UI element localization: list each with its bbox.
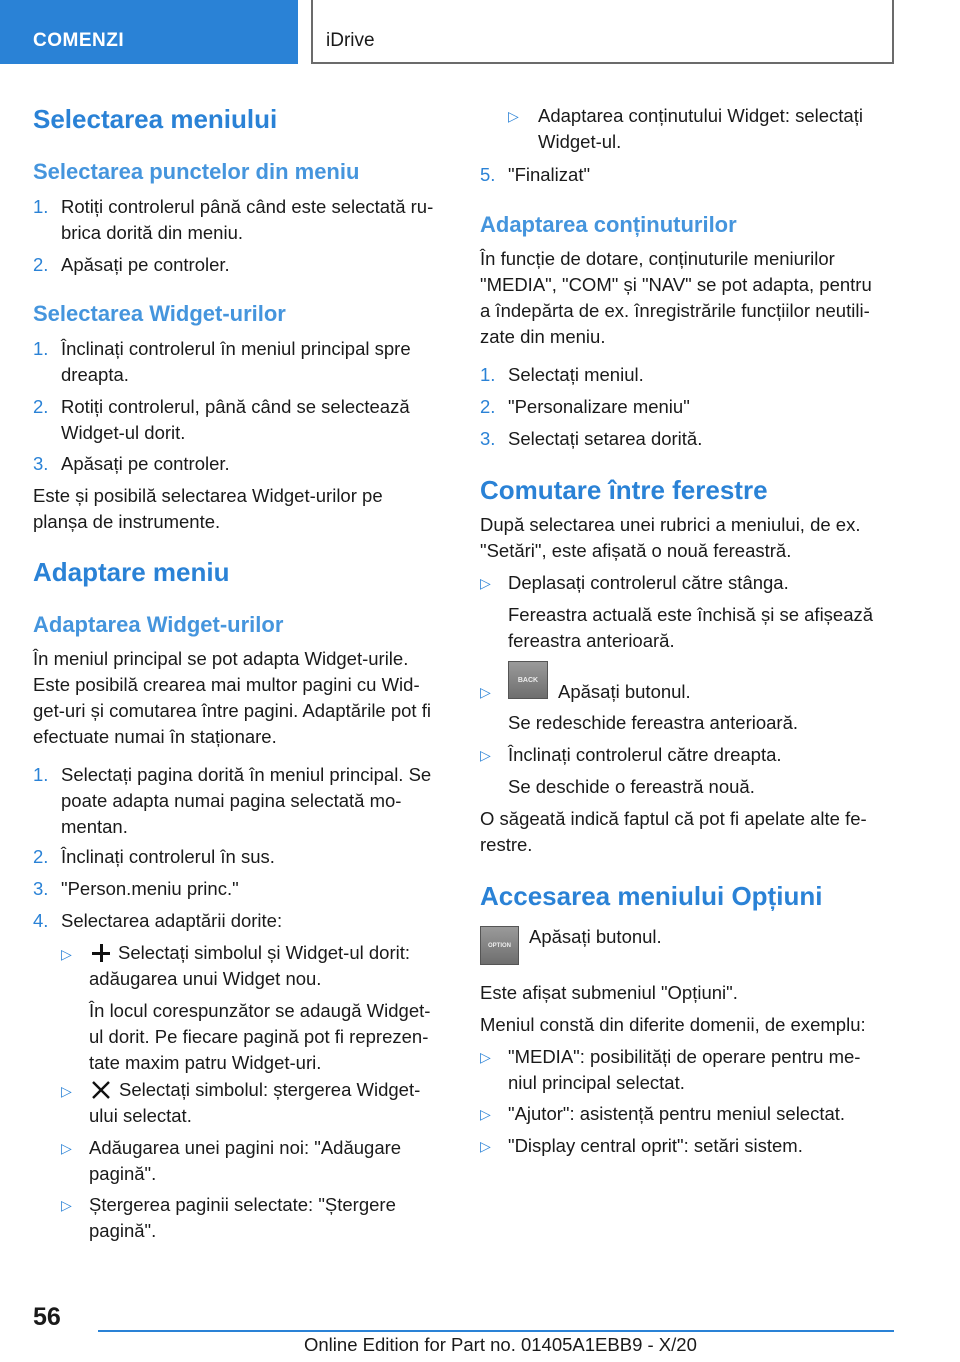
footer-edition: Online Edition for Part no. 01405A1EBB9 - X/20 — [304, 1334, 697, 1355]
step-number: 1. — [33, 196, 49, 217]
step-text: Apăsați pe controler. — [61, 254, 230, 275]
step-number: 2. — [33, 396, 49, 417]
heading-select-menu: Selectarea meniului — [33, 104, 278, 134]
bullet-triangle-icon: ▷ — [61, 1140, 72, 1156]
bullet-triangle-icon: ▷ — [480, 747, 491, 763]
step-number: 5. — [480, 164, 496, 185]
step-number: 2. — [33, 254, 49, 275]
paragraph-option-press: Apăsați butonul. — [529, 926, 662, 947]
step-text: Rotiți controlerul, până când se selectează Widget-ul dorit. — [61, 396, 410, 443]
step-text: Apăsați pe controler. — [61, 453, 230, 474]
step-number: 3. — [480, 428, 496, 449]
header-section-tab — [0, 0, 298, 64]
heading-select-items: Selectarea punctelor din meniu — [33, 159, 360, 184]
heading-adapt-widgets: Adaptarea Widget-urilor — [33, 612, 284, 637]
bullet-detail: Se deschide o fereastră nouă. — [508, 776, 755, 797]
heading-adapt-contents: Adaptarea conținuturilor — [480, 212, 737, 237]
step-text: "Personalizare meniu" — [508, 396, 690, 417]
bullet-triangle-icon: ▷ — [61, 1197, 72, 1213]
bullet-triangle-icon: ▷ — [480, 1049, 491, 1065]
paragraph-arrow: O săgeată indică faptul că pot fi apelate alte fe‐ restre. — [480, 808, 867, 855]
step-text: "Finalizat" — [508, 164, 591, 185]
close-icon — [91, 1080, 111, 1100]
heading-adapt-menu: Adaptare meniu — [33, 557, 230, 587]
bullet-triangle-icon: ▷ — [61, 1083, 72, 1099]
bullet-triangle-icon: ▷ — [480, 1138, 491, 1154]
bullet-triangle-icon: ▷ — [61, 946, 72, 962]
bullet-text: "MEDIA": posibilități de operare pentru me‐ niul principal selectat. — [508, 1046, 861, 1093]
step-number: 1. — [480, 364, 496, 385]
bullet-text: Deplasați controlerul către stânga. — [508, 572, 789, 593]
bullet-text: Adaptarea conținutului Widget: selectați Widget-ul. — [538, 105, 863, 152]
step-number: 4. — [33, 910, 49, 931]
header-chapter-label: iDrive — [326, 30, 375, 51]
bullet-triangle-icon: ▷ — [480, 684, 491, 700]
bullet-text: Înclinați controlerul către dreapta. — [508, 744, 782, 765]
paragraph-widgets-panel: Este și posibilă selectarea Widget-urilor pe planșa de instrumente. — [33, 485, 383, 532]
step-number: 3. — [33, 878, 49, 899]
heading-options-menu: Accesarea meniului Opțiuni — [480, 881, 823, 911]
paragraph-adapt-intro: În meniul principal se pot adapta Widget-urile. Este posibilă crearea mai multor pagini cu Wid‐ get-uri și comutarea între pagini. Adaptările pot fi efectuate numai în staționare. — [33, 648, 431, 747]
step-text: "Person.meniu princ." — [61, 878, 239, 899]
bullet-text: "Ajutor": asistență pentru meniul selectat. — [508, 1103, 846, 1124]
bullet-triangle-icon: ▷ — [480, 575, 491, 591]
bullet-text: Selectați simbolul: ștergerea Widget- — [119, 1079, 421, 1100]
header-chapter-tab — [311, 0, 894, 64]
step-number: 1. — [33, 338, 49, 359]
bullet-text: Adăugarea unei pagini noi: "Adăugare pagină". — [89, 1137, 402, 1184]
step-text: Selectați pagina dorită în meniul principal. Se poate adapta numai pagina selectată mo‐ mentan. — [61, 764, 432, 837]
step-text: Înclinați controlerul în sus. — [61, 846, 275, 867]
back-button-image: BACK — [508, 661, 548, 699]
bullet-triangle-icon: ▷ — [508, 108, 519, 124]
step-number: 2. — [33, 846, 49, 867]
bullet-text: adăugarea unui Widget nou. — [89, 968, 322, 989]
paragraph-option-domains: Meniul constă din diferite domenii, de exemplu: — [480, 1014, 866, 1035]
paragraph-switch: După selectarea unei rubrici a meniului, de ex. "Setări", este afișată o nouă fereastră. — [480, 514, 861, 561]
bullet-detail: În locul corespunzător se adaugă Widget- ul dorit. Pe fiecare pagină pot fi reprezen‐ tate maxim patru Widget-uri. — [89, 1000, 431, 1073]
bullet-text: "Display central oprit": setări sistem. — [508, 1135, 803, 1156]
step-text: Rotiți controlerul până când este selectată ru‐ brica dorită din meniu. — [61, 196, 434, 243]
header-section-label: COMENZI — [33, 30, 125, 51]
heading-select-widgets: Selectarea Widget-urilor — [33, 301, 286, 326]
bullet-detail: Fereastra actuală este închisă și se afișează fereastra anterioară. — [508, 604, 874, 651]
step-number: 2. — [480, 396, 496, 417]
bullet-text: Selectați simbolul și Widget-ul dorit: — [118, 942, 410, 963]
paragraph-contents: În funcție de dotare, conținuturile meniurilor "MEDIA", "COM" și "NAV" se pot adapta, pentru a îndepărta de ex. înregistrările funcțiilor neutili‐ zate din meniu. — [480, 248, 872, 347]
step-text: Selectați meniul. — [508, 364, 644, 385]
step-number: 3. — [33, 453, 49, 474]
paragraph-option-shown: Este afișat submeniul "Opțiuni". — [480, 982, 738, 1003]
bullet-triangle-icon: ▷ — [480, 1106, 491, 1122]
page-number: 56 — [33, 1303, 61, 1331]
bullet-detail: Se redeschide fereastra anterioară. — [508, 712, 799, 733]
step-text: Înclinați controlerul în meniul principal spre dreapta. — [61, 338, 411, 385]
step-text: Selectarea adaptării dorite: — [61, 910, 283, 931]
plus-icon — [92, 944, 110, 962]
heading-switch-windows: Comutare între ferestre — [480, 475, 768, 505]
option-button-image: OPTION — [480, 926, 519, 965]
step-text: Selectați setarea dorită. — [508, 428, 703, 449]
step-number: 1. — [33, 764, 49, 785]
bullet-text: ului selectat. — [89, 1105, 192, 1126]
bullet-text: Ștergerea paginii selectate: "Ștergere pagină". — [89, 1194, 396, 1241]
bullet-text: Apăsați butonul. — [558, 681, 691, 702]
footer-rule — [98, 1330, 894, 1332]
